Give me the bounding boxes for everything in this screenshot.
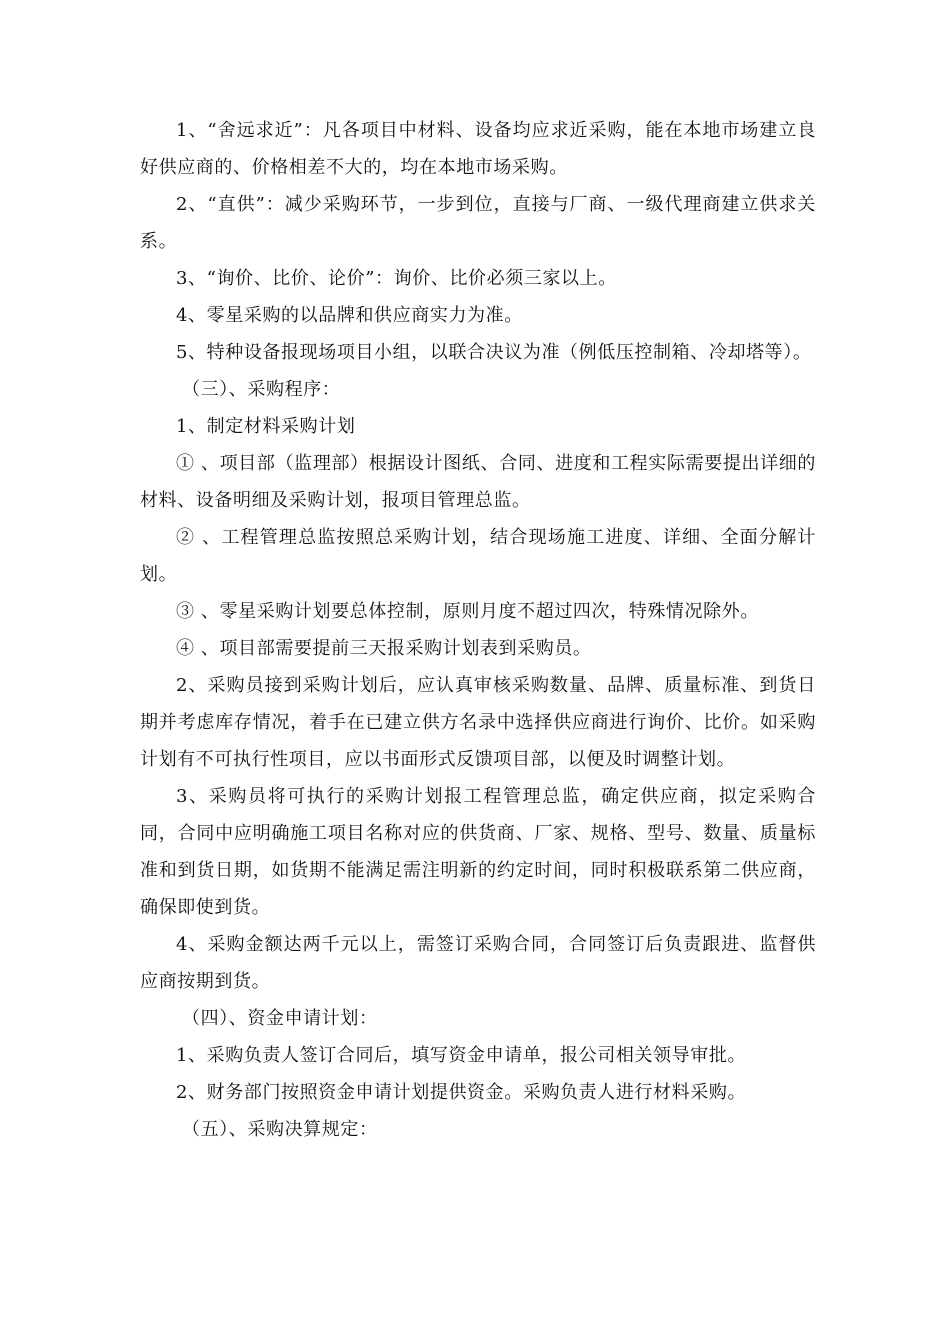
paragraph-2: 2、“直供”：减少采购环节，一步到位，直接与厂商、一级代理商建立供求关系。 [140, 194, 816, 252]
paragraph-4: 4、零星采购的以品牌和供应商实力为准。 [176, 305, 523, 326]
paragraph-12: 3、采购员将可执行的采购计划报工程管理总监，确定供应商，拟定采购合同，合同中应明确施工项目名称对应的供货商、厂家、规格、型号、数量、质量标准和到货日期，如货期不能满足需注明新的约定时间，同时积极联系第二供应商，确保即使到货。 [140, 786, 816, 918]
paragraph-13: 4、采购金额达两千元以上，需签订采购合同，合同签订后负责跟进、监督供应商按期到货。 [140, 934, 816, 992]
paragraph-3: 3、“询价、比价、论价”：询价、比价必须三家以上。 [176, 268, 617, 289]
paragraph-5: 5、特种设备报现场项目小组，以联合决议为准（例低压控制箱、冷却塔等）。 [176, 342, 812, 363]
paragraph-7: ① 、项目部（监理部）根据设计图纸、合同、进度和工程实际需要提出详细的材料、设备明细及采购计划，报项目管理总监。 [140, 453, 816, 511]
paragraph-10: ④ 、项目部需要提前三天报采购计划表到采购员。 [176, 638, 592, 659]
document-body [140, 112, 816, 1148]
paragraph-6: 1、制定材料采购计划 [176, 416, 356, 437]
section-heading-4: （四）、资金申请计划： [182, 1008, 378, 1029]
section-heading-3: （三）、采购程序： [182, 379, 341, 400]
section-heading-5: （五）、采购决算规定： [182, 1119, 378, 1140]
paragraph-11: 2、采购员接到采购计划后，应认真审核采购数量、品牌、质量标准、到货日期并考虑库存情况，着手在已建立供方名录中选择供应商进行询价、比价。如采购计划有不可执行性项目，应以书面形式反馈项目部，以便及时调整计划。 [140, 675, 816, 770]
paragraph-1: 1、“舍远求近”：凡各项目中材料、设备均应求近采购，能在本地市场建立良好供应商的、价格相差不大的，均在本地市场采购。 [140, 120, 816, 178]
paragraph-8: ② 、工程管理总监按照总采购计划，结合现场施工进度、详细、全面分解计划。 [140, 527, 816, 585]
paragraph-9: ③ 、零星采购计划要总体控制，原则月度不超过四次，特殊情况除外。 [176, 601, 759, 622]
paragraph-14: 1、采购负责人签订合同后，填写资金申请单，报公司相关领导审批。 [176, 1045, 747, 1066]
paragraph-15: 2、财务部门按照资金申请计划提供资金。采购负责人进行材料采购。 [176, 1082, 747, 1103]
